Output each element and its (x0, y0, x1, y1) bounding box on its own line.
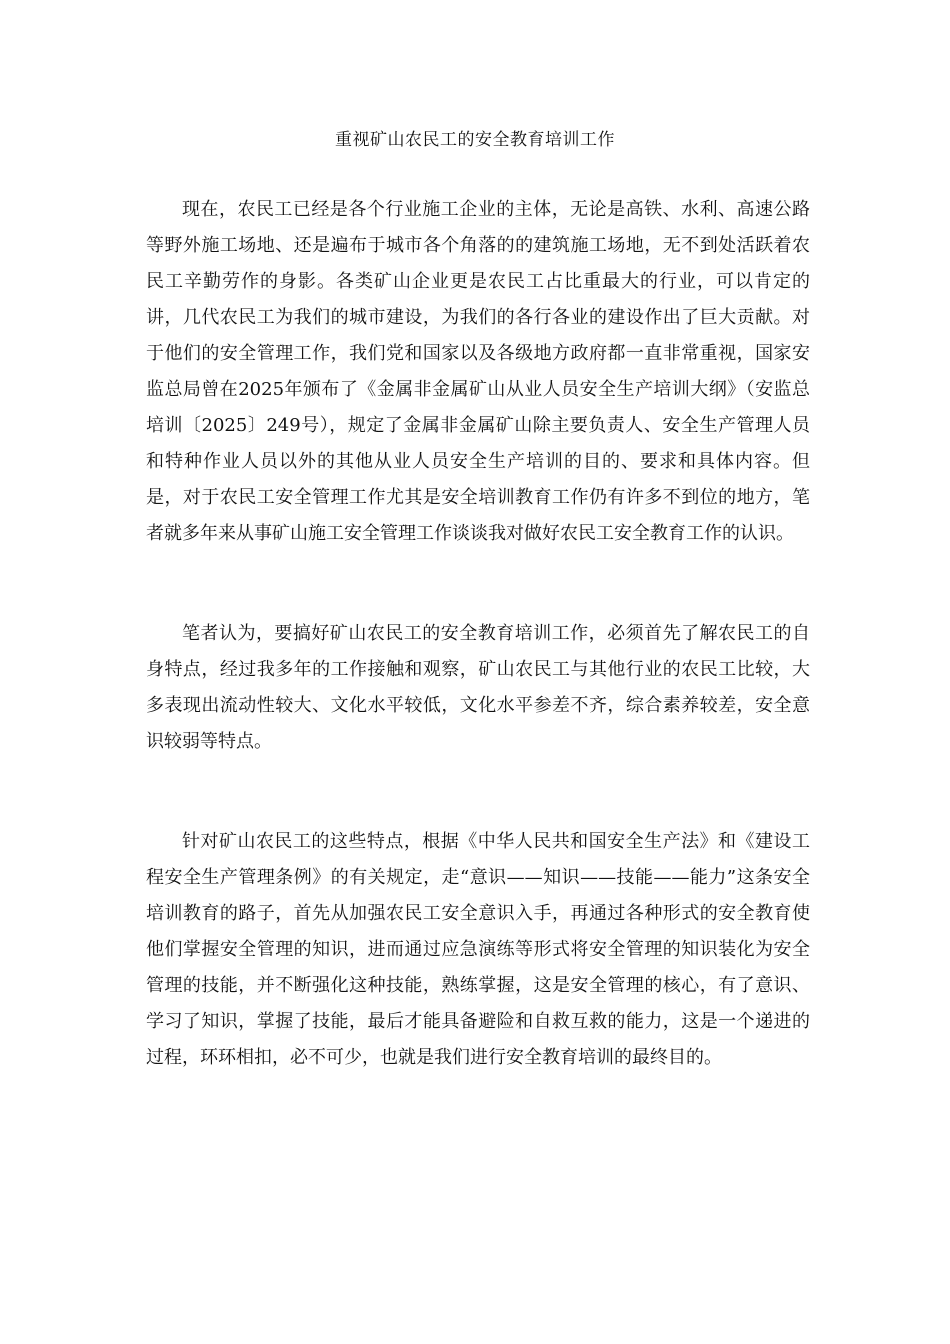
paragraph-3: 针对矿山农民工的这些特点，根据《中华人民共和国安全生产法》和《建设工程安全生产管理条例》的有关规定，走“意识——知识——技能——能力”这条安全培训教育的路子，首先从加强农民工安全意识入手，再通过各种形式的安全教育使他们掌握安全管理的知识，进而通过应急演练等形式将安全管理的知识装化为安全管理的技能，并不断强化这种技能，熟练掌握，这是安全管理的核心，有了意识、学习了知识，掌握了技能，最后才能具备避险和自救互救的能力，这是一个递进的过程，环环相扣，必不可少，也就是我们进行安全教育培训的最终目的。 (146, 831, 810, 1068)
paragraph-1: 现在，农民工已经是各个行业施工企业的主体，无论是高铁、水利、高速公路等野外施工场地、还是遍布于城市各个角落的的建筑施工场地，无不到处活跃着农民工辛勤劳作的身影。各类矿山企业更是农民工占比重最大的行业，可以肯定的讲，几代农民工为我们的城市建设，为我们的各行各业的建设作出了巨大贡献。对于他们的安全管理工作，我们党和国家以及各级地方政府都一直非常重视，国家安监总局曾在2025年颁布了《金属非金属矿山从业人员安全生产培训大纲》（安监总培训〔2025〕249号），规定了金属非金属矿山除主要负责人、安全生产管理人员和特种作业人员以外的其他从业人员安全生产培训的目的、要求和具体内容。但是，对于农民工安全管理工作尤其是安全培训教育工作仍有许多不到位的地方，笔者就多年来从事矿山施工安全管理工作谈谈我对做好农民工安全教育工作的认识。 (146, 199, 810, 544)
paragraph-2: 笔者认为，要搞好矿山农民工的安全教育培训工作，必须首先了解农民工的自身特点，经过我多年的工作接触和观察，矿山农民工与其他行业的农民工比较，大多表现出流动性较大、文化水平较低，文化水平参差不齐，综合素养较差，安全意识较弱等特点。 (146, 623, 810, 752)
document-body (146, 192, 810, 1076)
document-title: 重视矿山农民工的安全教育培训工作 (335, 130, 615, 150)
